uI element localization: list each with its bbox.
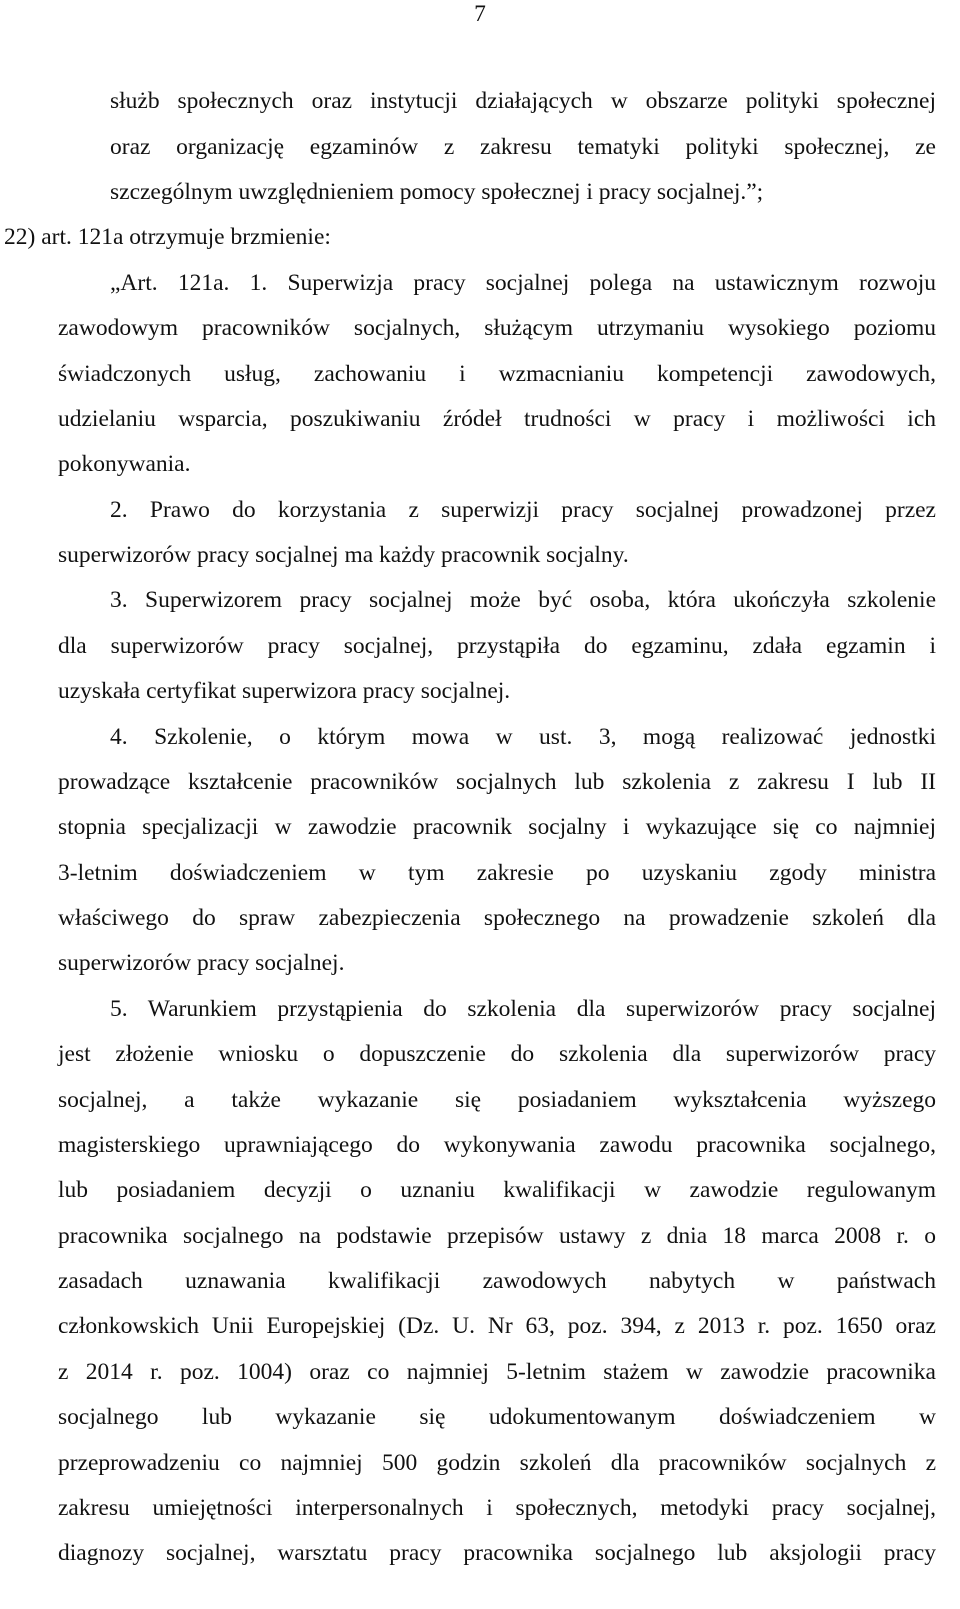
- text-line: stopnia specjalizacji w zawodzie pracownik socjalny i wykazujące się co najmniej: [58, 814, 936, 840]
- text-line: zawodowym pracowników socjalnych, służącym utrzymaniu wysokiego poziomu: [58, 315, 936, 341]
- text-line: 3-letnim doświadczeniem w tym zakresie po uzyskaniu zgody ministra: [58, 860, 936, 886]
- text-line: zasadach uznawania kwalifikacji zawodowych nabytych w państwach: [58, 1268, 936, 1294]
- text-line: diagnozy socjalnej, warsztatu pracy pracownika socjalnego lub aksjologii pracy: [58, 1540, 936, 1566]
- text-line: socjalnego lub wykazanie się udokumentowanym doświadczeniem w: [58, 1404, 936, 1430]
- text-line: superwizorów pracy socjalnej ma każdy pracownik socjalny.: [58, 542, 629, 568]
- text-line: pokonywania.: [58, 451, 191, 477]
- text-line: uzyskała certyfikat superwizora pracy socjalnej.: [58, 678, 511, 704]
- text-line: lub posiadaniem decyzji o uznaniu kwalifikacji w zawodzie regulowanym: [58, 1177, 936, 1203]
- text-line: szczególnym uwzględnieniem pomocy społecznej i pracy socjalnej.”;: [110, 179, 764, 205]
- text-line: socjalnej, a także wykazanie się posiadaniem wykształcenia wyższego: [58, 1087, 936, 1113]
- text-line: służb społecznych oraz instytucji działających w obszarze polityki społecznej: [110, 88, 936, 114]
- text-line: 5. Warunkiem przystąpienia do szkolenia dla superwizorów pracy socjalnej: [110, 996, 936, 1022]
- text-line: przeprowadzeniu co najmniej 500 godzin szkoleń dla pracowników socjalnych z: [58, 1450, 936, 1476]
- text-line: magisterskiego uprawniającego do wykonywania zawodu pracownika socjalnego,: [58, 1132, 936, 1158]
- text-line: 2. Prawo do korzystania z superwizji pracy socjalnej prowadzonej przez: [110, 497, 936, 523]
- text-line: udzielaniu wsparcia, poszukiwaniu źródeł trudności w pracy i możliwości ich: [58, 406, 936, 432]
- text-line: świadczonych usług, zachowaniu i wzmacnianiu kompetencji zawodowych,: [58, 361, 936, 387]
- text-line: właściwego do spraw zabezpieczenia społecznego na prowadzenie szkoleń dla: [58, 905, 936, 931]
- text-line: 3. Superwizorem pracy socjalnej może być osoba, która ukończyła szkolenie: [110, 587, 936, 613]
- text-line: oraz organizację egzaminów z zakresu tematyki polityki społecznej, ze: [110, 134, 936, 160]
- text-line: z 2014 r. poz. 1004) oraz co najmniej 5-letnim stażem w zawodzie pracownika: [58, 1359, 936, 1385]
- text-line: „Art. 121a. 1. Superwizja pracy socjalnej polega na ustawicznym rozwoju: [110, 270, 936, 296]
- text-line: członkowskich Unii Europejskiej (Dz. U. Nr 63, poz. 394, z 2013 r. poz. 1650 oraz: [58, 1313, 936, 1339]
- text-line: 4. Szkolenie, o którym mowa w ust. 3, mogą realizować jednostki: [110, 724, 936, 750]
- page-number: 7: [474, 1, 486, 27]
- text-line: prowadzące kształcenie pracowników socjalnych lub szkolenia z zakresu I lub II: [58, 769, 936, 795]
- text-line: superwizorów pracy socjalnej.: [58, 950, 345, 976]
- list-item-heading: 22) art. 121a otrzymuje brzmienie:: [4, 224, 331, 250]
- text-line: jest złożenie wniosku o dopuszczenie do szkolenia dla superwizorów pracy: [58, 1041, 936, 1067]
- text-line: dla superwizorów pracy socjalnej, przystąpiła do egzaminu, zdała egzamin i: [58, 633, 936, 659]
- text-line: zakresu umiejętności interpersonalnych i społecznych, metodyki pracy socjalnej,: [58, 1495, 936, 1521]
- text-line: pracownika socjalnego na podstawie przepisów ustawy z dnia 18 marca 2008 r. o: [58, 1223, 936, 1249]
